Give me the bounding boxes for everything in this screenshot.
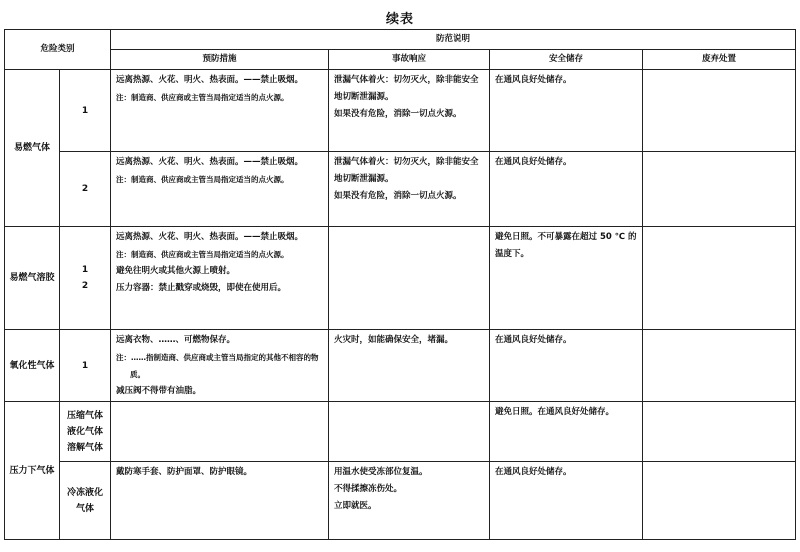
prevention-cell [111, 402, 329, 462]
response-text: 用温水使受冻部位复温。 [334, 467, 428, 477]
header-prevention: 预防措施 [111, 50, 329, 70]
response-text: 火灾时，如能确保安全，堵漏。 [334, 335, 454, 345]
prevention-cell [111, 462, 329, 540]
table-row [5, 330, 796, 402]
prevention-text: 远离热源、火花、明火、热表面。——禁止吸烟。 [116, 157, 304, 167]
storage-cell [490, 70, 643, 152]
response-text: 如果没有危险，消除一切点火源。 [334, 191, 462, 201]
response-text: 不得揉擦冻伤处。 [334, 484, 403, 494]
subcategory-cell: 冷冻液化气体 [60, 462, 111, 540]
disposal-cell [643, 462, 796, 540]
disposal-cell [643, 402, 796, 462]
storage-cell [490, 152, 643, 227]
subcategory-cell: 2 [60, 152, 111, 227]
storage-text: 避免日照。在通风良好处储存。 [495, 407, 615, 417]
storage-cell [490, 227, 643, 330]
prevention-note: 注：……指制造商、供应商或主管当局指定的其他不相容的物质。 [116, 353, 319, 379]
table-caption: 续表 [385, 12, 414, 27]
response-text: 泄漏气体着火：切勿灭火，除非能安全地切断泄漏源。 [334, 157, 479, 184]
disposal-cell [643, 330, 796, 402]
category-cell: 易燃气体 [5, 70, 60, 227]
prevention-cell [111, 70, 329, 152]
prevention-cell [111, 227, 329, 330]
storage-cell [490, 402, 643, 462]
hazard-precaution-table [4, 29, 796, 540]
prevention-cell [111, 152, 329, 227]
table-row [5, 70, 796, 152]
prevention-text: 压力容器：禁止戳穿或烧毁，即使在使用后。 [116, 283, 287, 293]
response-cell [329, 70, 490, 152]
table-row [5, 462, 796, 540]
response-cell [329, 330, 490, 402]
storage-text: 在通风良好处储存。 [495, 335, 572, 345]
storage-text: 在通风良好处储存。 [495, 467, 572, 477]
category-cell: 易燃气溶胶 [5, 227, 60, 330]
subcategory-cell: 1 2 [60, 227, 111, 330]
header-prevention-desc: 防范说明 [111, 30, 796, 50]
prevention-note: 注：制造商、供应商或主管当局指定适当的点火源。 [116, 250, 289, 259]
prevention-note: 注：制造商、供应商或主管当局指定适当的点火源。 [116, 175, 289, 184]
response-cell [329, 462, 490, 540]
prevention-cell [111, 330, 329, 402]
header-storage: 安全储存 [490, 50, 643, 70]
subcategory-cell: 1 [60, 330, 111, 402]
response-text: 立即就医。 [334, 501, 377, 511]
prevention-text: 戴防寒手套、防护面罩、防护眼镜。 [116, 467, 253, 477]
category-cell: 氧化性气体 [5, 330, 60, 402]
prevention-text: 远离衣物、……、可燃物保存。 [116, 335, 236, 345]
storage-text: 在通风良好处储存。 [495, 157, 572, 167]
prevention-text: 避免往明火或其他火源上喷射。 [116, 266, 236, 276]
response-cell [329, 227, 490, 330]
response-cell [329, 152, 490, 227]
storage-cell [490, 462, 643, 540]
response-cell [329, 402, 490, 462]
prevention-note: 注：制造商、供应商或主管当局指定适当的点火源。 [116, 93, 289, 102]
table-row [5, 402, 796, 462]
table-row [5, 227, 796, 330]
prevention-text: 远离热源、火花、明火、热表面。——禁止吸烟。 [116, 232, 304, 242]
header-disposal: 废弃处置 [643, 50, 796, 70]
prevention-text: 远离热源、火花、明火、热表面。——禁止吸烟。 [116, 75, 304, 85]
subcategory-cell: 1 [60, 70, 111, 152]
disposal-cell [643, 70, 796, 152]
category-cell: 压力下气体 [5, 402, 60, 540]
header-hazard-class: 危险类别 [5, 30, 111, 70]
storage-text: 避免日照。不可暴露在超过 50 ℃ 的温度下。 [495, 232, 637, 259]
disposal-cell [643, 152, 796, 227]
table-row [5, 152, 796, 227]
storage-cell [490, 330, 643, 402]
subcategory-cell: 压缩气体 液化气体 溶解气体 [60, 402, 111, 462]
storage-text: 在通风良好处储存。 [495, 75, 572, 85]
response-text: 泄漏气体着火：切勿灭火，除非能安全地切断泄漏源。 [334, 75, 479, 102]
header-response: 事故响应 [329, 50, 490, 70]
prevention-text: 减压阀不得带有油脂。 [116, 386, 202, 396]
disposal-cell [643, 227, 796, 330]
response-text: 如果没有危险，消除一切点火源。 [334, 109, 462, 119]
